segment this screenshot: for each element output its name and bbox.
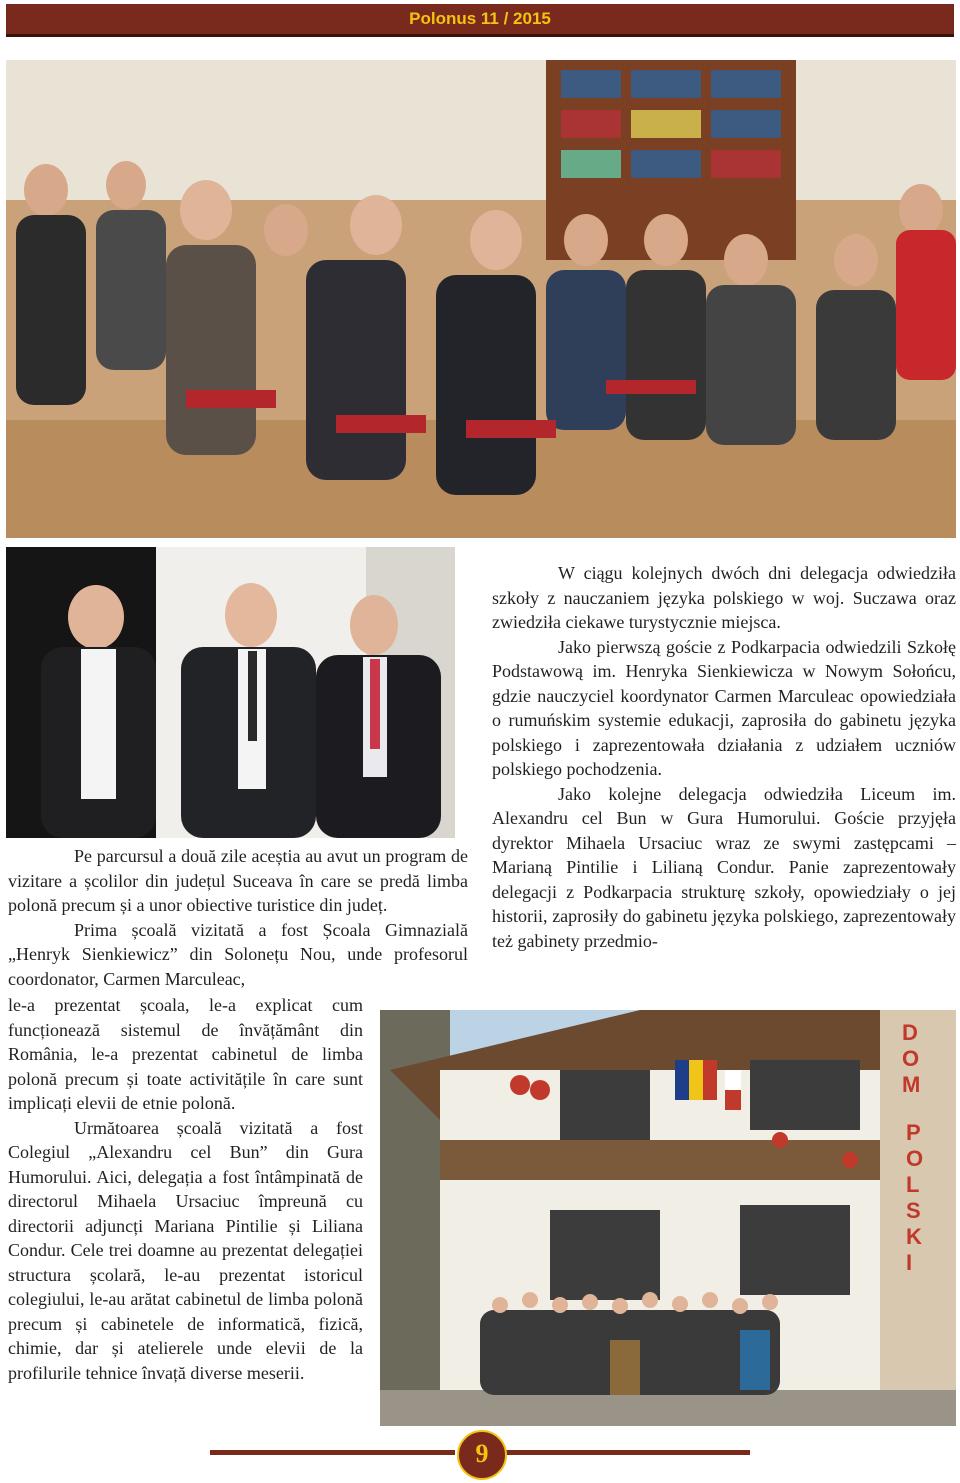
left-column-narrow-text — [8, 993, 363, 1385]
svg-text:I: I — [906, 1250, 913, 1275]
header-bar — [6, 4, 954, 37]
paragraph-intro-ro: Pe parcursul a două zile aceștia au avut un program de vizitare a școlilor din județul Suceava în care se predă limba polonă precum și a unor obiective turistice din județ. — [8, 846, 468, 915]
left-column-text — [8, 844, 468, 991]
svg-text:P: P — [906, 1120, 921, 1145]
magazine-issue-title: Polonus 11 / 2015 — [409, 9, 551, 28]
paragraph-intro-pl: W ciągu kolejnych dwóch dni delegacja odwiedziła szkoły z nauczaniem języka polskiego w woj. Suczawa oraz zwiedziła ciekawe turystycznie miejsca. — [492, 563, 956, 632]
page-number: 9 — [457, 1430, 507, 1480]
paragraph-first-school-pl: Jako pierwszą goście z Podkarpacia odwiedzili Szkołę Podstawową im. Henryka Sienkiewicza w Nowym Sołońcu, gdzie nauczyciel koordynator Carmen Marculeac opowiedziała o rumuńskim systemie edukacji, zaprosiła do gabinetu języka polskiego i zaprezentowała działania z udziałem uczniów polskiego pochodzenia. — [492, 636, 956, 779]
svg-text:K: K — [906, 1224, 922, 1249]
paragraph-first-school-cont-ro: le-a prezentat școala, le-a explicat cum funcționează sistemul de învățământ din România, le-a prezentat cabinetul de limba polonă precum și toate activitățile în care sunt implicați elevii de etnie polonă. — [8, 995, 363, 1113]
paragraph-second-school-ro: Următoarea școală vizitată a fost Colegiul „Alexandru cel Bun” din Gura Humorului. Aici, delegația a fost întâmpinată de directorul Mihaela Ursaciuc împreună cu directorii adjuncți Mariana Pintilie și Liliana Condur. Cele trei doamne au prezentat delegației structura școlară, le-au prezentat istoricul colegiului, le-au arătat cabinetul de limba polonă precum și cabinetele de informatică, fizică, chimie, dar și atelierele unde elevii de la profilurile tehnice învață diverse meserii. — [8, 1117, 363, 1383]
svg-text:D: D — [902, 1020, 918, 1045]
dom-polski-building-photo — [380, 1010, 956, 1426]
paragraph-second-school-pl: Jako kolejne delegacja odwiedziła Liceum im. Alexandru cel Bun w Gura Humorului. Goście przyjęła dyrektor Mihaela Ursaciuc wraz ze swymi zastępcami – Marianą Pintilie i Lilianą Condur. Panie zaprezentowały delegacji z Podkarpacia strukturę szkoły, opowiedziały o jej historii, zaprosiły do gabinetu języka polskiego, zaprezentowały też gabinety przedmio- — [492, 783, 956, 951]
right-column-text — [492, 561, 956, 953]
svg-text:L: L — [906, 1172, 920, 1197]
audience-photo — [6, 60, 956, 538]
paragraph-first-school-ro: Prima școală vizitată a fost Școala Gimnazială „Henryk Sienkiewicz” din Solonețu Nou, unde profesorul coordonator, Carmen Marculeac, — [8, 919, 468, 989]
svg-text:M: M — [902, 1072, 921, 1097]
three-men-photo — [6, 547, 455, 838]
svg-text:S: S — [906, 1198, 921, 1223]
svg-text:O: O — [902, 1046, 920, 1071]
footer-rule-right — [505, 1450, 750, 1455]
footer-rule-left — [210, 1450, 455, 1455]
svg-text:O: O — [906, 1146, 924, 1171]
